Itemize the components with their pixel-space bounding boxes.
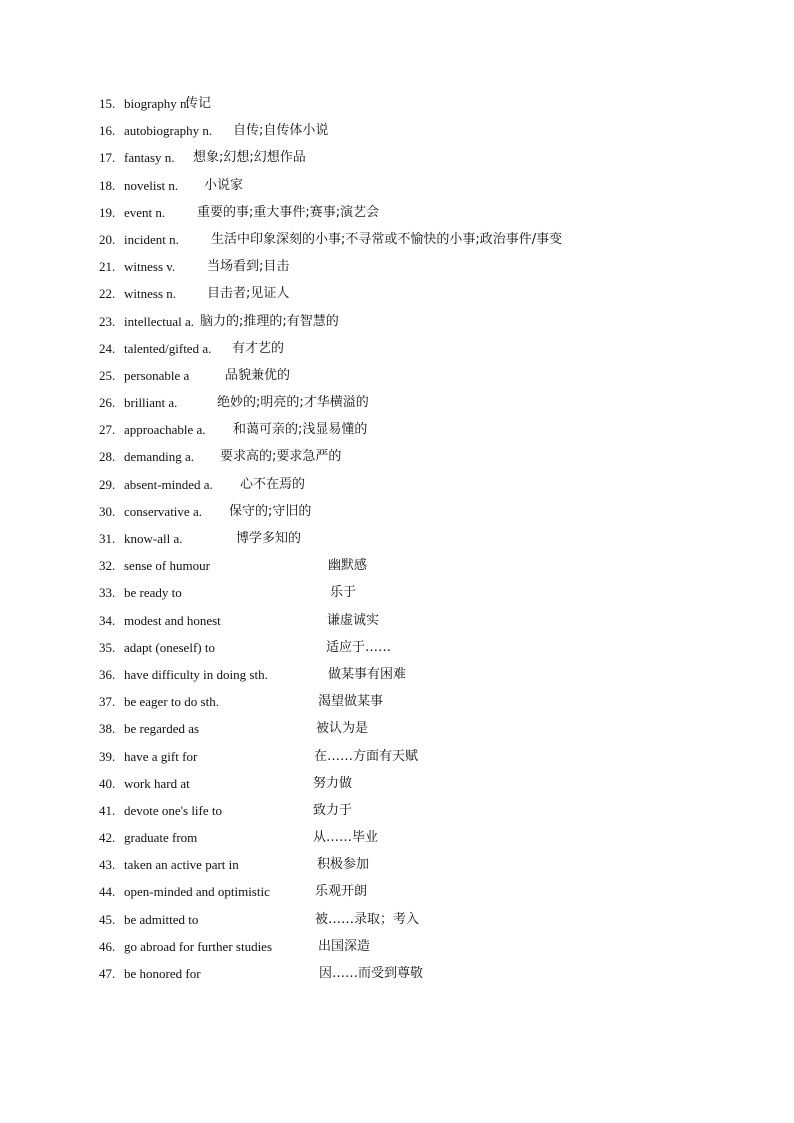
item-term: conservative a. [124,503,202,519]
list-item [99,121,739,148]
item-meaning: 做某事有困难 [328,666,407,682]
list-item [99,801,739,828]
list-item [99,312,739,339]
item-meaning: 从……毕业 [313,830,379,846]
item-meaning: 自传;自传体小说 [233,123,329,139]
item-meaning: 脑力的;推理的;有智慧的 [200,313,339,329]
item-meaning: 出国深造 [318,938,371,954]
item-number: 45. [99,911,116,927]
item-number: 21. [99,259,116,275]
item-term: fantasy n. [124,150,175,166]
list-item [99,638,739,665]
item-term: be regarded as [124,721,200,737]
item-term: personable a [124,367,190,383]
item-term: demanding a. [124,449,195,465]
item-number: 30. [99,503,116,519]
list-item [99,855,739,882]
item-number: 20. [99,231,116,247]
list-item [99,284,739,311]
item-meaning: 被认为是 [316,721,369,737]
item-meaning: 品貌兼优的 [225,367,291,383]
item-number: 39. [99,748,116,764]
list-item [99,176,739,203]
item-number: 40. [99,775,116,791]
list-item [99,148,739,175]
item-term: adapt (oneself) to [124,639,215,655]
item-term: talented/gifted a. [124,340,212,356]
item-term: novelist n. [124,177,179,193]
item-number: 32. [99,558,116,574]
item-number: 18. [99,177,116,193]
item-number: 44. [99,884,116,900]
item-number: 24. [99,340,116,356]
item-number: 33. [99,585,116,601]
item-term: work hard at [124,775,190,791]
item-meaning: 目击者;见证人 [207,286,290,302]
item-meaning: 传记 [185,96,212,111]
list-item [99,502,739,529]
item-number: 43. [99,857,116,873]
item-meaning: 幽默感 [328,558,368,574]
list-item [99,774,739,801]
list-item [99,475,739,502]
item-meaning: 小说家 [204,177,244,193]
item-term: witness v. [124,259,176,275]
item-term: sense of humour [124,558,210,574]
list-item [99,94,739,121]
item-number: 19. [99,204,116,220]
item-meaning: 重要的事;重大事件;赛事;演艺会 [197,204,380,220]
list-item [99,882,739,909]
item-number: 15. [99,96,116,111]
item-number: 37. [99,694,116,710]
item-meaning: 想象;幻想;幻想作品 [193,150,306,166]
item-term: be eager to do sth. [124,694,219,710]
item-term: know-all a. [124,531,183,546]
item-term: go abroad for further studies [124,938,273,954]
item-meaning: 乐于 [330,585,357,601]
item-meaning: 心不在焉的 [240,476,306,492]
item-term: intellectual a. [124,313,195,329]
list-item [99,420,739,447]
list-item [99,583,739,610]
item-meaning: 保守的;守旧的 [229,503,312,519]
item-number: 17. [99,150,116,166]
item-number: 31. [99,531,116,546]
item-number: 26. [99,395,116,411]
item-meaning: 当场看到;目击 [207,259,290,275]
item-number: 36. [99,666,116,682]
item-meaning: 致力于 [313,802,353,818]
list-item [99,257,739,284]
list-item [99,339,739,366]
item-meaning: 渴望做某事 [318,694,384,710]
item-term: absent-minded a. [124,476,213,492]
list-item [99,203,739,230]
item-meaning: 积极参加 [317,857,370,873]
list-item [99,366,739,393]
item-number: 46. [99,938,116,954]
item-term: have difficulty in doing sth. [124,666,268,682]
item-term: devote one's life to [124,802,223,818]
item-term: graduate from [124,830,198,846]
item-meaning: 要求高的;要求急严的 [220,449,342,465]
item-number: 25. [99,367,116,383]
item-number: 38. [99,721,116,737]
item-number: 23. [99,313,116,329]
list-item [99,556,739,583]
item-term: be ready to [124,585,182,601]
item-number: 16. [99,123,116,139]
list-item [99,719,739,746]
item-number: 28. [99,449,116,465]
list-item [99,611,739,638]
item-number: 29. [99,476,116,492]
item-term: incident n. [124,231,179,247]
item-number: 42. [99,830,116,846]
item-number: 41. [99,802,116,818]
item-meaning: 和蔼可亲的;浅显易懂的 [233,422,368,438]
list-item [99,964,739,991]
item-term: autobiography n. [124,123,213,139]
item-term: biography n. [124,96,190,111]
item-meaning: 生活中印象深刻的小事;不寻常或不愉快的小事;政治事件/事变 [211,231,563,247]
list-item [99,230,739,257]
item-term: have a gift for [124,748,198,764]
item-term: modest and honest [124,612,221,628]
list-item [99,692,739,719]
item-meaning: 博学多知的 [236,531,302,546]
item-meaning: 有才艺的 [232,340,285,356]
item-meaning: 适应于…… [326,639,392,655]
item-meaning: 被……录取；考入 [315,911,420,927]
list-item [99,447,739,474]
list-item [99,828,739,855]
list-item [99,747,739,774]
list-item [99,393,739,420]
item-meaning: 因……而受到尊敬 [319,966,424,981]
item-meaning: 绝妙的;明亮的;才华横溢的 [217,395,369,411]
item-term: event n. [124,204,166,220]
item-term: approachable a. [124,422,206,438]
item-number: 22. [99,286,116,302]
item-term: witness n. [124,286,176,302]
item-number: 34. [99,612,116,628]
item-term: be admitted to [124,911,199,927]
list-item [99,665,739,692]
vocabulary-list [99,94,739,991]
item-meaning: 乐观开朗 [315,884,368,900]
item-term: be honored for [124,966,201,981]
item-meaning: 在……方面有天赋 [314,748,419,764]
item-term: taken an active part in [124,857,239,873]
item-number: 27. [99,422,116,438]
item-term: brilliant a. [124,395,178,411]
list-item [99,529,739,556]
item-term: open-minded and optimistic [124,884,270,900]
item-meaning: 努力做 [313,775,353,791]
item-number: 47. [99,966,116,981]
item-meaning: 谦虚诚实 [327,612,380,628]
list-item [99,937,739,964]
list-item [99,910,739,937]
item-number: 35. [99,639,116,655]
